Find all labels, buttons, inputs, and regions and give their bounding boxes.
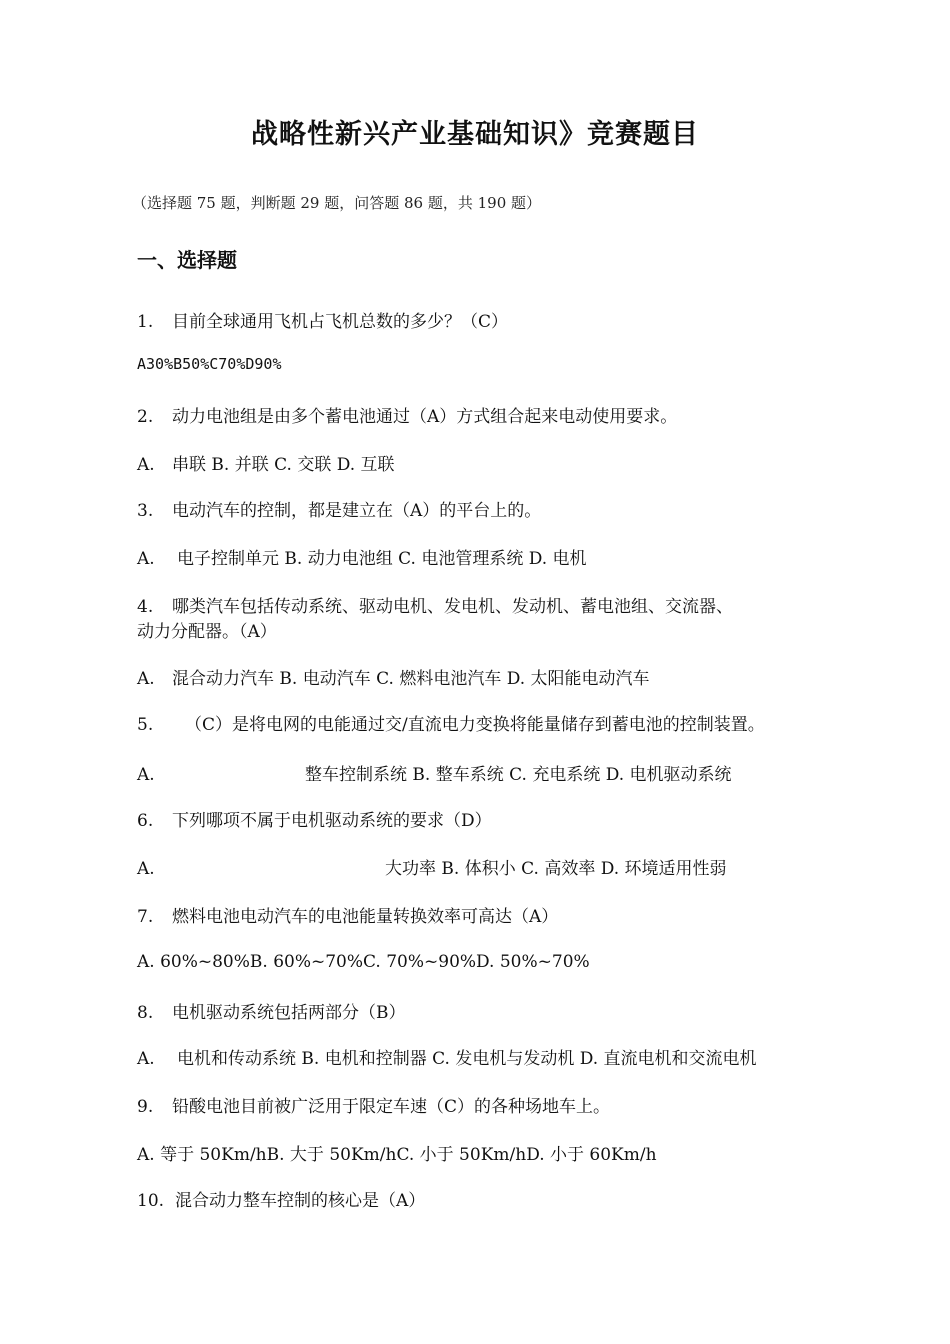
- option-label: A.: [137, 765, 155, 785]
- question-text: 铅酸电池目前被广泛用于限定车速（C）的各种场地车上。: [172, 1097, 611, 1117]
- option-text: 电机和传动系统 B. 电机和控制器 C. 发电机与发动机 D. 直流电机和交流电机: [177, 1049, 757, 1069]
- option-label: A.: [137, 1049, 155, 1069]
- answer-options-2: [137, 450, 395, 475]
- answer-options-3: [137, 544, 587, 569]
- question-text: 下列哪项不属于电机驱动系统的要求（D）: [172, 811, 492, 831]
- question-2: [137, 402, 677, 427]
- question-number: 8.: [137, 1003, 154, 1023]
- question-5: [137, 710, 765, 735]
- answer-options-9: A. 等于 50Km/hB. 大于 50Km/hC. 小于 50Km/hD. 小于 60Km/h: [137, 1145, 657, 1165]
- option-text: 整车控制系统 B. 整车系统 C. 充电系统 D. 电机驱动系统: [305, 765, 732, 785]
- question-4: [137, 592, 733, 617]
- question-3: [137, 496, 541, 521]
- question-number: 9.: [137, 1097, 154, 1117]
- option-text: 串联 B. 并联 C. 交联 D. 互联: [172, 455, 395, 475]
- question-number: 4.: [137, 597, 154, 617]
- answer-options-7: A. 60%~80%B. 60%~70%C. 70%~90%D. 50%~70%: [137, 952, 590, 972]
- question-text: 电动汽车的控制，都是建立在（A）的平台上的。: [172, 501, 542, 521]
- section-heading: 一、选择题: [137, 248, 237, 272]
- question-text: 混合动力整车控制的核心是（A）: [175, 1191, 426, 1211]
- answer-options-8: [137, 1044, 757, 1069]
- question-summary: （选择题 75 题，判断题 29 题，问答题 86 题，共 190 题）: [132, 194, 542, 212]
- question-text: 目前全球通用飞机占飞机总数的多少？（C）: [172, 312, 509, 332]
- answer-options-6: [137, 854, 727, 879]
- question-number: 3.: [137, 501, 154, 521]
- question-text: （C）是将电网的电能通过交/直流电力变换将能量储存到蓄电池的控制装置。: [185, 715, 765, 735]
- option-label: A.: [137, 549, 155, 569]
- document-title: 战略性新兴产业基础知识》竞赛题目: [251, 119, 699, 150]
- answer-options-5: [137, 760, 732, 785]
- question-number: 6.: [137, 811, 154, 831]
- answer-options-4: [137, 664, 650, 689]
- answer-options-1: A30%B50%C70%D90%: [137, 355, 282, 373]
- option-label: A.: [137, 455, 155, 475]
- question-text: 电机驱动系统包括两部分（B）: [172, 1003, 406, 1023]
- question-text: 动力电池组是由多个蓄电池通过（A）方式组合起来电动使用要求。: [172, 407, 678, 427]
- question-9: [137, 1092, 610, 1117]
- option-text: 大功率 B. 体积小 C. 高效率 D. 环境适用性弱: [385, 859, 727, 879]
- option-text: 混合动力汽车 B. 电动汽车 C. 燃料电池汽车 D. 太阳能电动汽车: [172, 669, 650, 689]
- question-6: [137, 806, 492, 831]
- question-1: [137, 307, 508, 332]
- question-text: 哪类汽车包括传动系统、驱动电机、发电机、发动机、蓄电池组、交流器、: [172, 597, 733, 617]
- question-number: 1.: [137, 312, 154, 332]
- question-text: 燃料电池电动汽车的电池能量转换效率可高达（A）: [172, 907, 559, 927]
- option-label: A.: [137, 859, 155, 879]
- question-number: 5.: [137, 715, 154, 735]
- option-text: 电子控制单元 B. 动力电池组 C. 电池管理系统 D. 电机: [177, 549, 587, 569]
- question-10: [137, 1186, 425, 1211]
- question-7: [137, 902, 558, 927]
- question-number: 10.: [137, 1191, 165, 1211]
- question-8: [137, 998, 406, 1023]
- question-4-continued: 动力分配器。（A）: [137, 622, 277, 642]
- question-number: 7.: [137, 907, 154, 927]
- option-label: A.: [137, 669, 155, 689]
- question-number: 2.: [137, 407, 154, 427]
